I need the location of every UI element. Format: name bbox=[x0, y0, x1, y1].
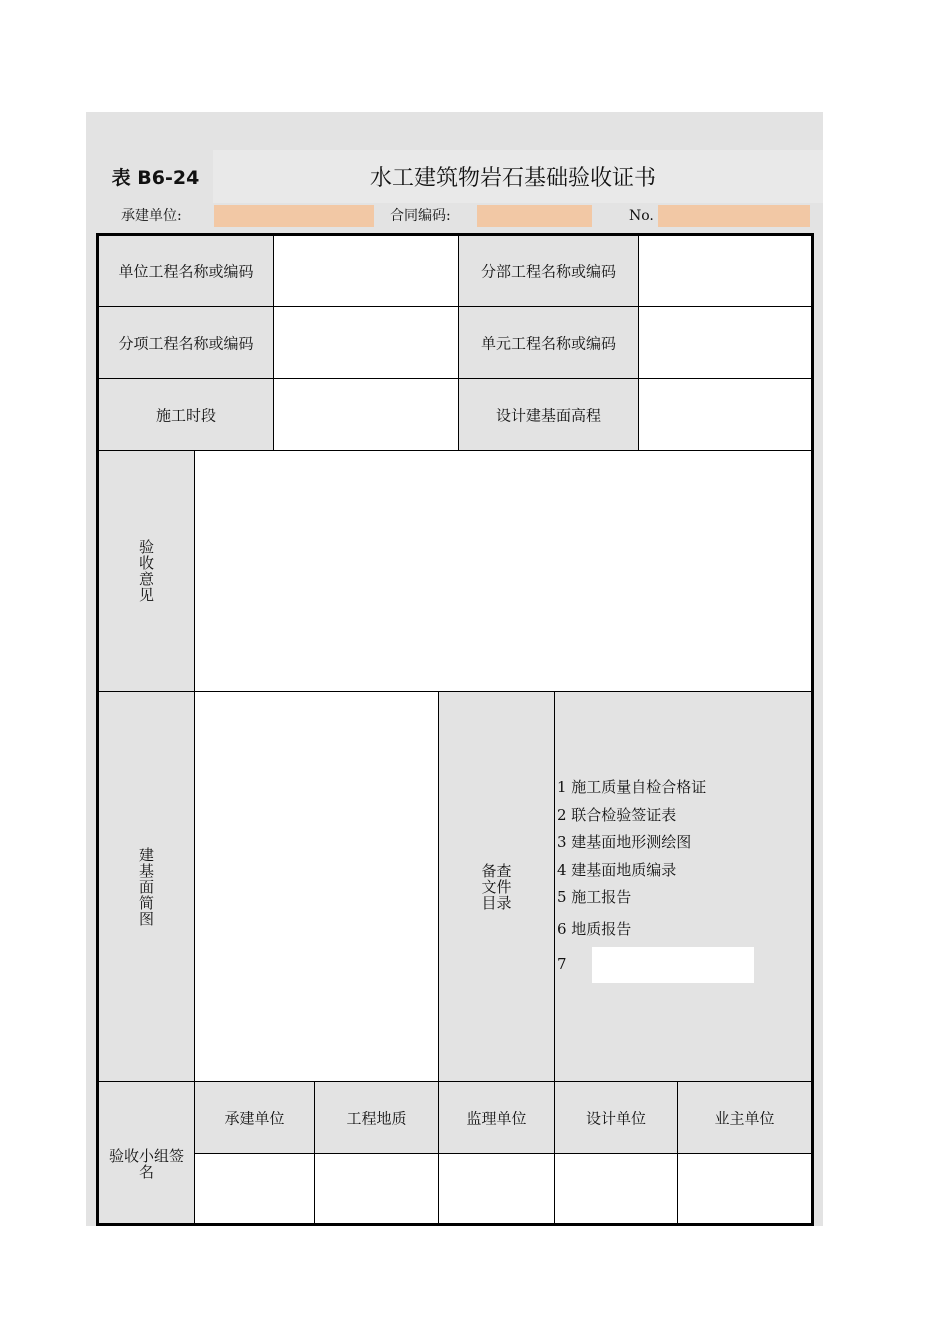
reference-doc-7-field[interactable] bbox=[592, 947, 754, 983]
signature-field-geology[interactable] bbox=[314, 1153, 439, 1226]
signature-col-label: 监理单位 bbox=[466, 1109, 527, 1127]
signature-col-owner bbox=[677, 1081, 812, 1154]
construction-period-label-cell bbox=[98, 378, 274, 451]
signature-field-owner[interactable] bbox=[677, 1153, 814, 1226]
contract-no-label: 合同编码: bbox=[390, 208, 451, 224]
reference-doc-item: 5 施工报告 bbox=[557, 888, 632, 906]
signature-field-contractor[interactable] bbox=[194, 1153, 315, 1226]
reference-doc-item: 1 施工质量自检合格证 bbox=[557, 778, 707, 796]
acceptance-opinion-area[interactable] bbox=[194, 450, 812, 692]
form-code: 表 B6-24 bbox=[111, 167, 200, 189]
reference-doc-item: 3 建基面地形测绘图 bbox=[557, 833, 692, 851]
construction-period-value[interactable] bbox=[273, 378, 459, 451]
acceptance-opinion-label-cell bbox=[98, 450, 195, 692]
item-project-value[interactable] bbox=[273, 306, 459, 379]
signature-field-designer[interactable] bbox=[554, 1153, 678, 1226]
division-project-label: 分部工程名称或编码 bbox=[480, 262, 616, 281]
foundation-sketch-area[interactable] bbox=[194, 691, 439, 1082]
reference-doc-item: 2 联合检验签证表 bbox=[557, 805, 677, 824]
acceptance-opinion-label: 验收意见 bbox=[139, 538, 155, 604]
item-project-label-cell bbox=[98, 306, 274, 379]
reference-doc-item: 4 建基面地质编录 bbox=[557, 860, 677, 879]
unit-project-label: 单位工程名称或编码 bbox=[118, 262, 254, 281]
design-elevation-value[interactable] bbox=[638, 378, 812, 451]
reference-doc-item: 6 地质报告 bbox=[557, 919, 632, 938]
signature-col-contractor bbox=[194, 1081, 315, 1154]
signature-col-label: 承建单位 bbox=[224, 1109, 285, 1127]
item-project-label: 分项工程名称或编码 bbox=[118, 334, 254, 352]
form-title: 水工建筑物岩石基础验收证书 bbox=[369, 166, 656, 191]
construction-period-label: 施工时段 bbox=[155, 406, 216, 424]
contract-no-field[interactable] bbox=[477, 205, 592, 227]
unit-project-value[interactable] bbox=[273, 235, 459, 307]
design-elevation-label: 设计建基面高程 bbox=[495, 406, 601, 424]
serial-no-label: No. bbox=[629, 208, 654, 224]
division-project-label-cell bbox=[458, 235, 639, 307]
design-elevation-label-cell bbox=[458, 378, 639, 451]
unit-project-label-cell bbox=[98, 235, 274, 307]
reference-docs-label-cell bbox=[438, 691, 555, 1082]
signature-col-label: 业主单位 bbox=[714, 1109, 775, 1127]
signature-col-geology bbox=[314, 1081, 439, 1154]
contractor-label: 承建单位: bbox=[121, 208, 182, 224]
reference-doc-item: 7 bbox=[557, 955, 567, 973]
signature-col-label: 工程地质 bbox=[346, 1109, 407, 1127]
element-project-label-cell bbox=[458, 306, 639, 379]
signature-col-label: 设计单位 bbox=[585, 1109, 646, 1127]
signature-col-supervisor bbox=[438, 1081, 555, 1154]
signature-group-label-cell bbox=[98, 1081, 195, 1226]
foundation-sketch-label: 建基面简图 bbox=[139, 845, 155, 928]
foundation-sketch-label-cell bbox=[98, 691, 195, 1082]
division-project-value[interactable] bbox=[638, 235, 812, 307]
signature-group-label: 验收小组签名 bbox=[109, 1146, 185, 1181]
signature-field-supervisor[interactable] bbox=[438, 1153, 555, 1226]
element-project-label: 单元工程名称或编码 bbox=[480, 334, 616, 352]
serial-no-field[interactable] bbox=[658, 205, 810, 227]
reference-docs-label: 备查文件目录 bbox=[481, 861, 512, 912]
signature-col-designer bbox=[554, 1081, 678, 1154]
element-project-value[interactable] bbox=[638, 306, 812, 379]
contractor-field[interactable] bbox=[214, 205, 374, 227]
